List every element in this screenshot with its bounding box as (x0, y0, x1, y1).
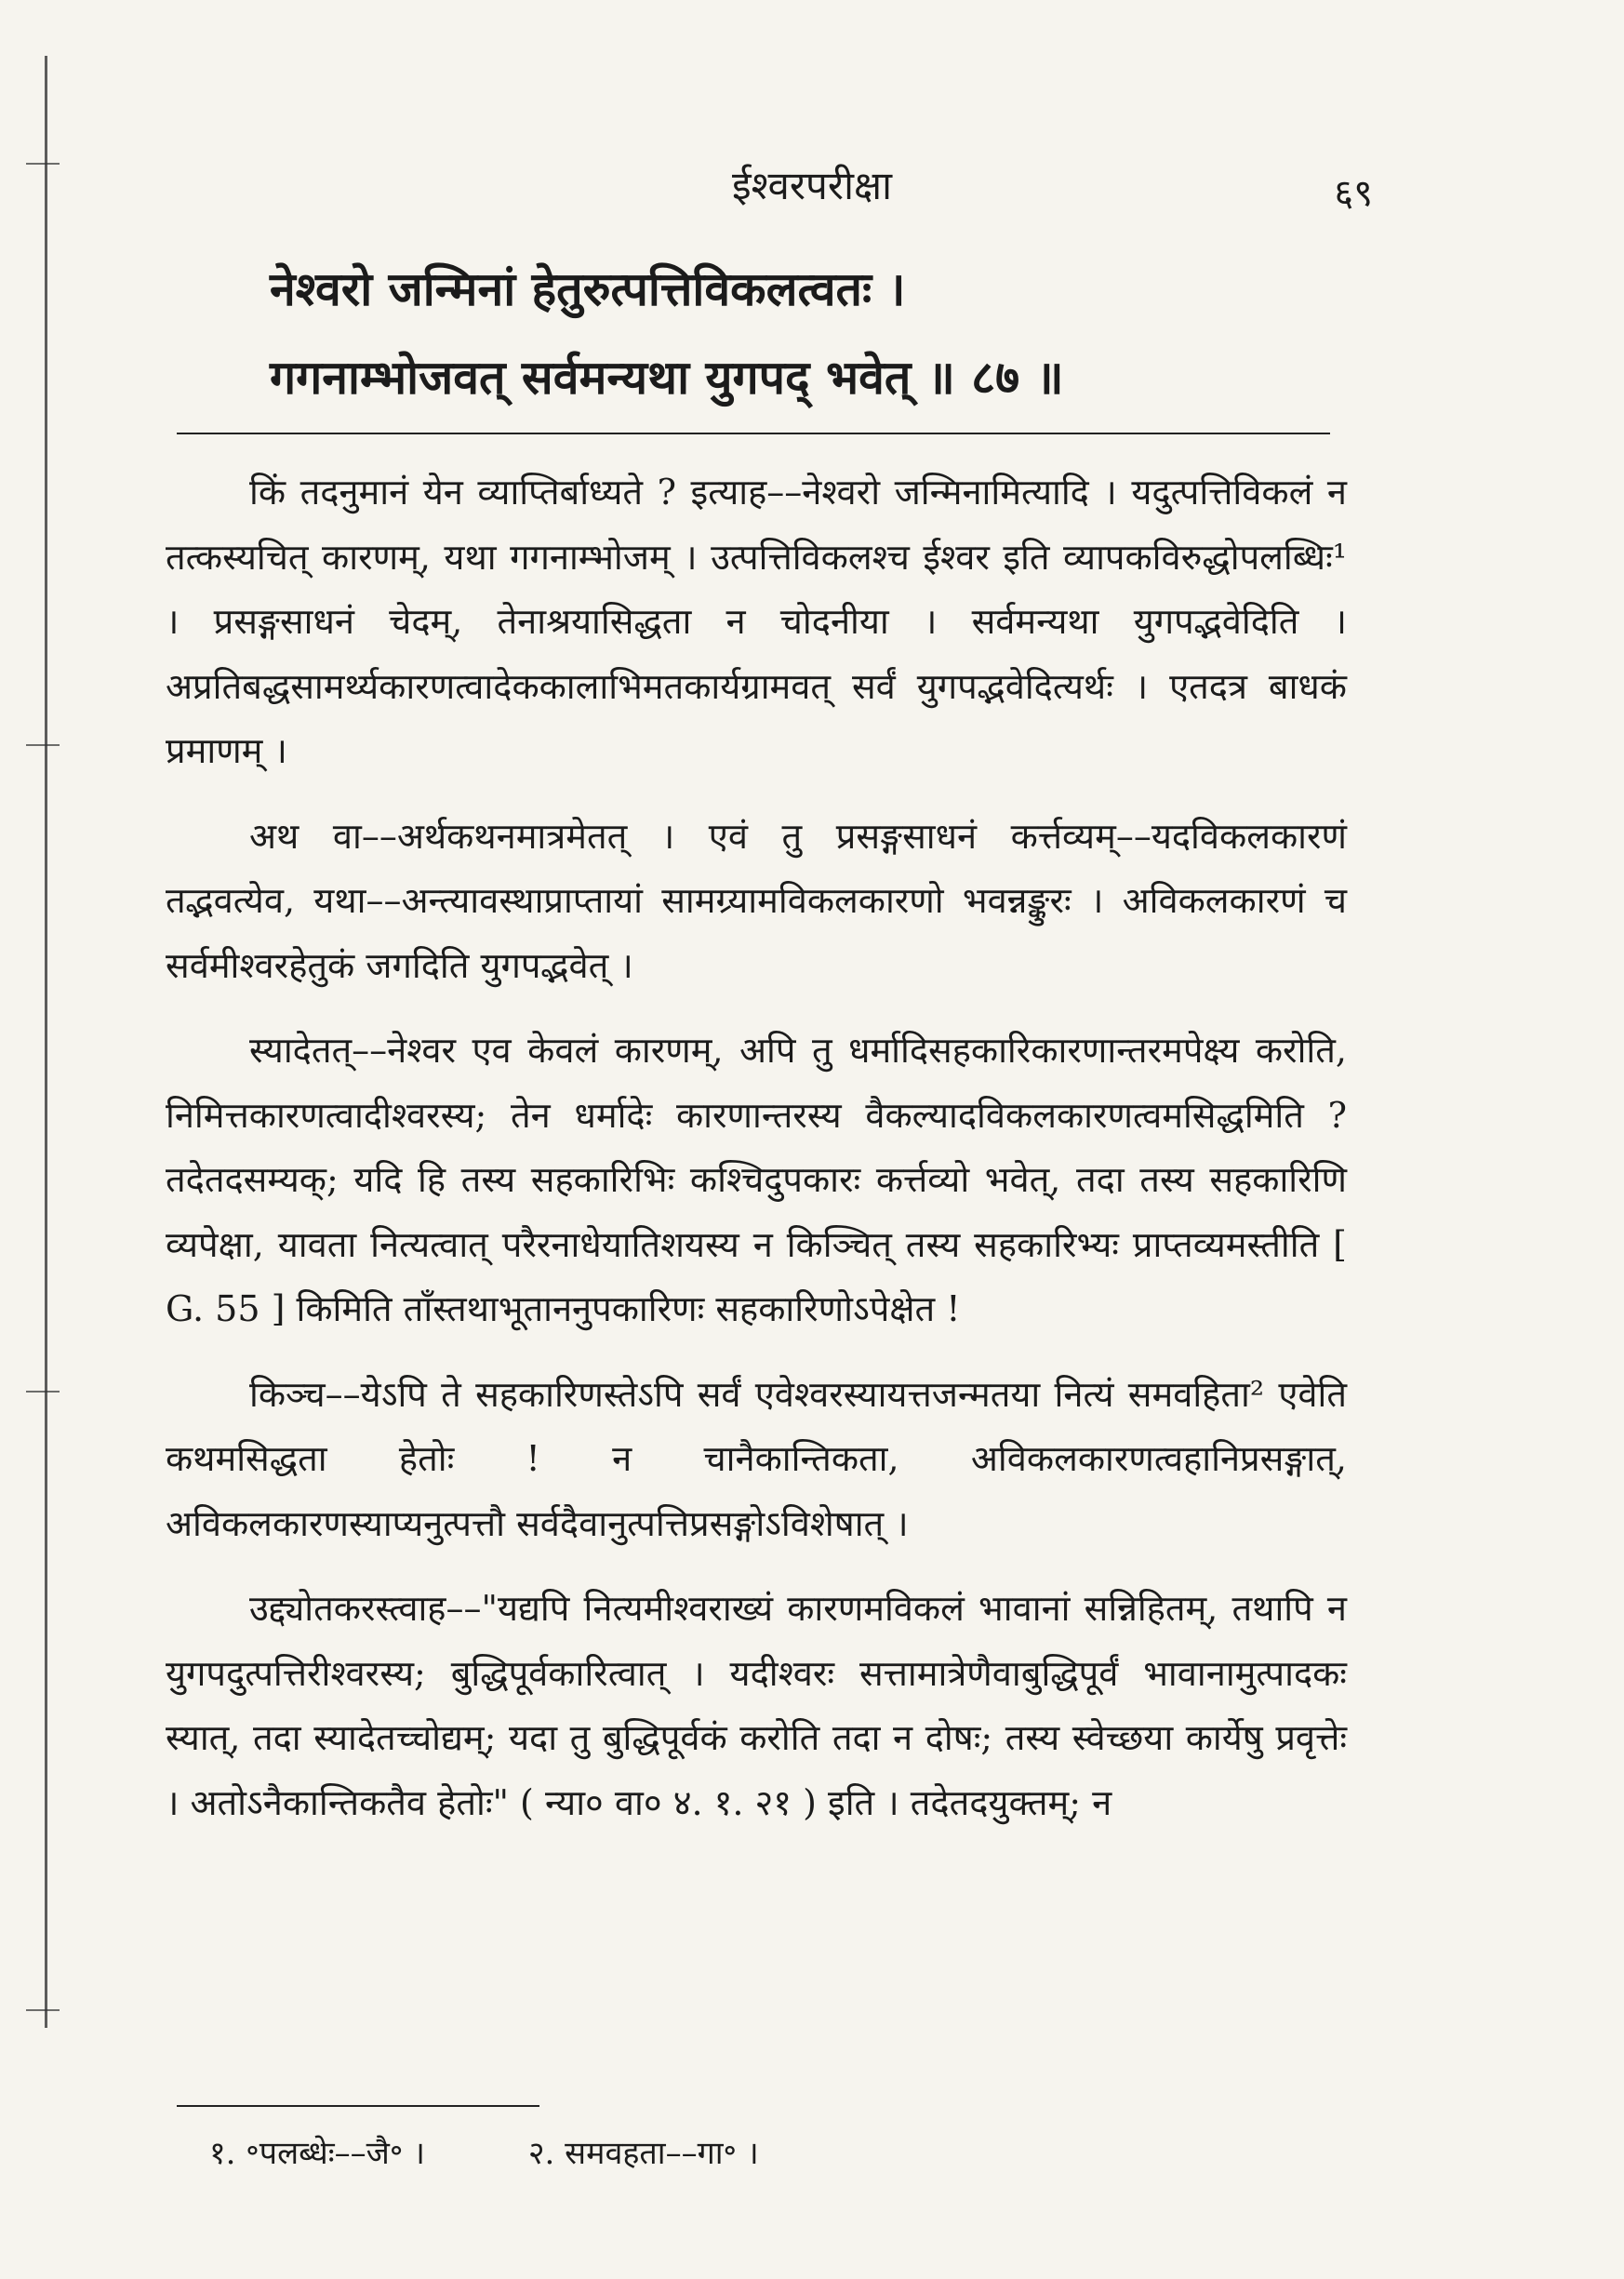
commentary-paragraph-3: स्यादेतत्––नेश्वर एव केवलं कारणम्, अपि तु धर्मादिसहकारिकारणान्तरमपेक्ष्य करोति, निमित्तकारणत्वादीश्वरस्य; तेन धर्मादेः कारणान्तरस्य वैकल्यादविकलकारणत्वमसिद्धमिति ? तदेतदसम्यक्; यदि हि तस्य सहकारिभिः कश्चिदुपकारः कर्त्तव्यो भवेत्, तदा तस्य सहकारिणि व्यपेक्षा, यावता नित्यत्वात् परैरनाधेयातिशयस्य न किञ्चित् तस्य सहकारिभ्यः प्राप्तव्यमस्तीति [ G. 55 ] किमिति ताँस्तथाभूताननुपकारिणः सहकारिणोऽपेक्षेत ! (166, 1030, 1347, 1329)
commentary-paragraph-2: अथ वा––अर्थकथनमात्रमेतत् । एवं तु प्रसङ्गसाधनं कर्त्तव्यम्––यदविकलकारणं तद्भवत्येव, यथा––अन्त्यावस्थाप्राप्तायां सामग्र्यामविकलकारणो भवन्नङ्कुरः । अविकलकारणं च सर्वमीश्वरहेतुकं जगदिति युगपद्भवेत् । (166, 815, 1347, 986)
running-head: ईश्वरपरीक्षा (732, 163, 892, 208)
margin-tick (26, 744, 60, 746)
margin-tick (26, 1391, 60, 1393)
margin-tick (26, 2009, 60, 2011)
footnote-2: २. समवहता––गा॰ । (527, 2135, 759, 2172)
commentary-paragraph-4: किञ्च––येऽपि ते सहकारिणस्तेऽपि सर्वं एवेश्वरस्यायत्तजन्मतया नित्यं समवहिता² एवेति कथमसिद्धता हेतोः ! न चानैकान्तिकता, अविकलकारणत्वहानिप्रसङ्गात्, अविकलकारणस्याप्यनुत्पत्तौ सर्वदैवानुत्पत्तिप्रसङ्गोऽविशेषात् । (166, 1373, 1347, 1544)
commentary-paragraph-1: किं तदनुमानं येन व्याप्तिर्बाध्यते ? इत्याह––नेश्वरो जन्मिनामित्यादि । यदुत्पत्तिविकलं न तत्कस्यचित् कारणम्, यथा गगनाम्भोजम् । उत्पत्तिविकलश्च ईश्वर इति व्यापकविरुद्धोपलब्धिः¹ । प्रसङ्गसाधनं चेदम्, तेनाश्रयासिद्धता न चोदनीया । सर्वमन्यथा युगपद्भवेदिति । अप्रतिबद्धसामर्थ्यकारणत्वादेककालाभिमतकार्यग्रामवत् सर्वं युगपद्भवेदित्यर्थः । एतदत्र बाधकं प्रमाणम् । (166, 472, 1347, 771)
commentary-body (166, 460, 1347, 1856)
footnote-1: १. ॰पलब्धेः––जै॰ । (209, 2135, 426, 2172)
verse-divider (177, 433, 1330, 434)
verse-line-2: गगनाम्भोजवत् सर्वमन्यथा युगपद् भवेत् ॥ ८७ ॥ (270, 350, 1064, 405)
page-number: ६९ (1334, 172, 1373, 215)
verse-line-1: नेश्वरो जन्मिनां हेतुरुत्पत्तिविकलत्वतः । (270, 261, 906, 316)
footnotes (209, 2130, 852, 2173)
commentary-paragraph-5: उद्द्योतकरस्त्वाह––"यद्यपि नित्यमीश्वराख्यं कारणमविकलं भावानां सन्निहितम्, तथापि न युगपदुत्पत्तिरीश्वरस्य; बुद्धिपूर्वकारित्वात् । यदीश्वरः सत्तामात्रेणैवाबुद्धिपूर्वं भावानामुत्पादकः स्यात्, तदा स्यादेतच्चोद्यम्; यदा तु बुद्धिपूर्वकं करोति तदा न दोषः; तस्य स्वेच्छया कार्येषु प्रवृत्तेः । अतोऽनैकान्तिकतैव हेतोः" ( न्या० वा० ४. १. २१ ) इति । तदेतदयुक्तम्; न (166, 1588, 1347, 1823)
binding-margin-line (45, 56, 47, 2028)
footnote-divider (177, 2105, 539, 2107)
